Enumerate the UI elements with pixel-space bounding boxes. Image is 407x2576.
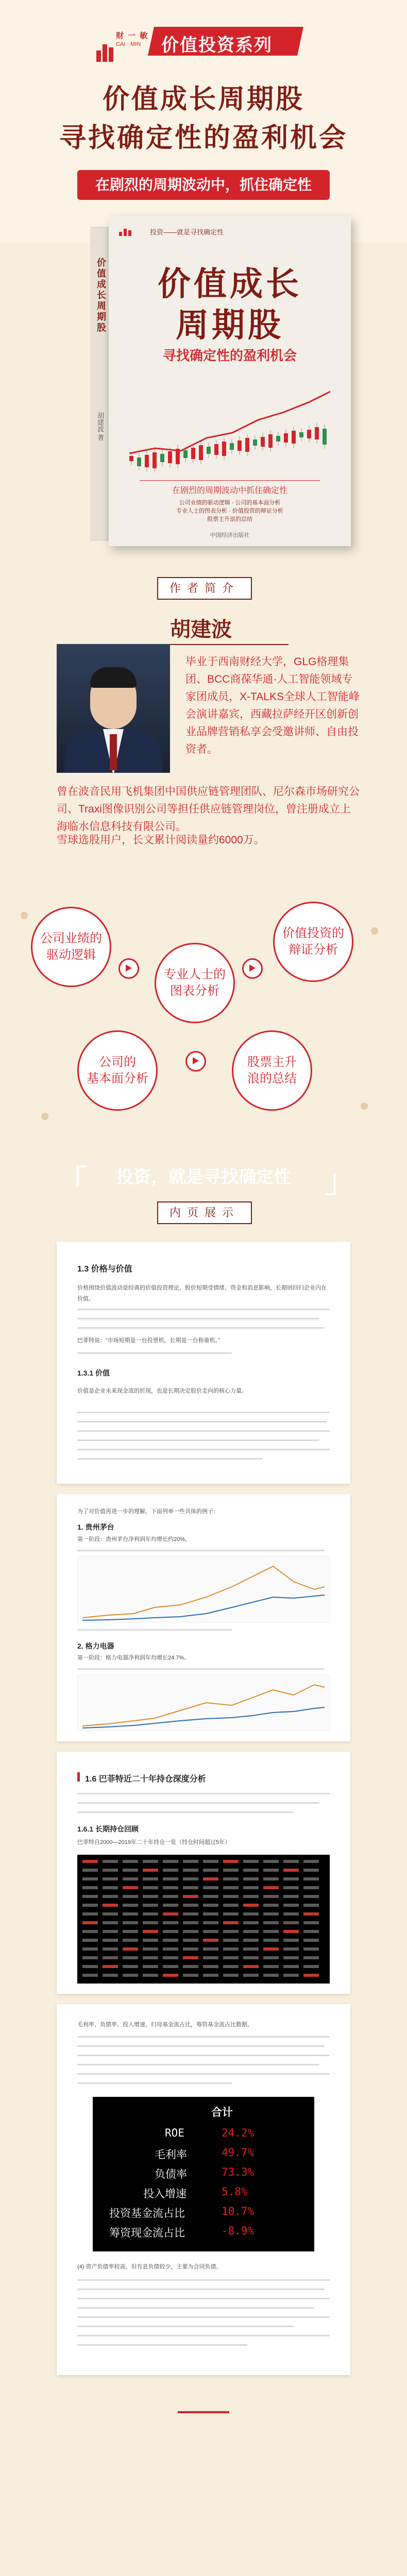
table-cell-mark <box>82 1930 98 1933</box>
table-cell-mark <box>123 1974 138 1977</box>
table-cell-mark <box>163 1930 178 1933</box>
cover-list-item: 股票主升浪的总结 <box>207 516 252 522</box>
page1-paragraph-2: 价值是企业未来现金流的折现，也是长期决定股价走向的核心力量。 <box>77 1388 247 1394</box>
cover-subtitle: 寻找确定性的盈利机会 <box>162 348 297 363</box>
candle <box>152 452 157 468</box>
table-cell-mark <box>243 1947 259 1951</box>
series-sub: 财 一 敏 <box>116 31 149 40</box>
table-cell-mark <box>203 1877 218 1880</box>
page3-caption: 巴菲特自2000—2019年二十年持仓一览（持仓时间超过5年） <box>77 1839 231 1845</box>
table-cell-mark <box>303 1921 319 1924</box>
candle <box>299 432 303 437</box>
table-cell-mark <box>123 1965 138 1968</box>
candle <box>307 430 311 438</box>
table-cell-mark <box>303 1912 319 1916</box>
table-cell-mark <box>103 1947 118 1951</box>
page1-paragraph: 价格围绕价值波动是经典的价值投资理论，股价短期受情绪、资金和消息影响，长期则回归企业内在价值。 <box>77 1285 327 1302</box>
table-cell-mark <box>223 1877 239 1880</box>
table-cell-mark <box>243 1860 259 1863</box>
table-cell-mark <box>143 1895 158 1898</box>
arrow-right-icon <box>242 958 263 979</box>
page1-heading: 1.3 价格与价值 <box>77 1265 132 1274</box>
book-area <box>0 216 407 577</box>
table-cell-mark <box>163 1895 178 1898</box>
inner-page-3 <box>57 1752 350 1994</box>
table-cell-mark <box>283 1965 299 1968</box>
table-cell-mark <box>123 1947 138 1951</box>
table-cell-mark <box>243 1904 259 1907</box>
table-cell-mark <box>223 1912 239 1916</box>
table-cell-mark <box>163 1939 178 1942</box>
table-cell-mark <box>163 1965 178 1968</box>
table-cell-mark <box>123 1904 138 1907</box>
table-cell-mark <box>223 1860 239 1863</box>
page3-subheading: 1.6.1 长期持仓回顾 <box>77 1825 139 1833</box>
metrics-table: 合计 ROE 24.2% 毛利率 49.7% 负债率 73.3% 投入增速 5.8% 投资基金流占比 10.7% 筹资现金流占比 -8.9% <box>93 2097 314 2251</box>
book-cover <box>109 216 351 546</box>
cover-list-item: 公司业绩的驱动逻辑 · 公司的基本面分析 <box>179 500 281 506</box>
page1-quote: 巴菲特说：“市场短期是一台投票机，长期是一台称重机。” <box>77 1337 220 1344</box>
candle <box>253 439 257 446</box>
table-cell-mark <box>103 1869 118 1872</box>
table-cell-mark <box>283 1904 299 1907</box>
table-cell-mark <box>203 1886 218 1889</box>
cover-tag: 投资——就是寻找确定性 <box>150 228 224 236</box>
table-cell-mark <box>103 1956 118 1959</box>
table-cell-mark <box>82 1912 98 1916</box>
table-cell-mark <box>163 1869 178 1872</box>
table-cell-mark <box>143 1965 158 1968</box>
line-chart-illustration-2 <box>77 1674 330 1731</box>
footer-background <box>0 2391 407 2576</box>
candle <box>268 434 273 448</box>
table-cell-mark <box>103 1974 118 1977</box>
bubble-driving-logic: 公司业绩的 驱动逻辑 <box>31 907 111 987</box>
table-cell-mark <box>303 1974 319 1977</box>
candlestick-illustration <box>124 371 335 474</box>
cover-title-line1: 价值成长 <box>158 265 302 302</box>
table-cell-mark <box>263 1947 279 1951</box>
table-cell-mark <box>123 1860 138 1863</box>
table-cell-mark <box>163 1886 178 1889</box>
table-cell-mark <box>283 1886 299 1889</box>
book-3d <box>90 216 358 546</box>
table-cell-mark <box>183 1939 198 1942</box>
author-section <box>0 577 407 896</box>
page2-heading-2: 2. 格力电器 <box>77 1642 114 1650</box>
table-cell-mark <box>243 1921 259 1924</box>
bubble-fundamentals: 公司的 基本面分析 <box>77 1030 158 1111</box>
table-cell-mark <box>183 1947 198 1951</box>
table-cell-mark <box>82 1956 98 1959</box>
candle <box>168 451 172 463</box>
author-bio-2: 曾在波音民用飞机集团中国供应链管理团队、尼尔森市场研究公司、Traxi图像识别公司等担任供应链管理岗位，曾注册成立上海临水信息科技有限公司。 <box>57 786 360 833</box>
table-cell-mark <box>163 1860 178 1863</box>
table-cell-mark <box>103 1886 118 1889</box>
table-cell-mark <box>203 1956 218 1959</box>
cover-title-line2: 周期股 <box>176 307 284 344</box>
cover-list <box>140 499 320 523</box>
author-tag: 作者简介 <box>157 577 252 600</box>
table-cell-mark <box>163 1877 178 1880</box>
table-cell-mark <box>143 1956 158 1959</box>
table-cell-mark <box>103 1860 118 1863</box>
main-title-line2: 寻找确定性的盈利机会 <box>59 123 348 153</box>
table-cell-mark <box>183 1904 198 1907</box>
candle <box>145 455 149 467</box>
table-cell-mark <box>103 1877 118 1880</box>
table-cell-mark <box>82 1947 98 1951</box>
bubble-chart-analysis: 专业人士的 图表分析 <box>155 943 235 1023</box>
bubble-dialectical-analysis: 价值投资的 辩证分析 <box>273 902 353 982</box>
cover-list-item: 专业人士的图表分析 · 价值投资的辩证分析 <box>176 508 283 514</box>
table-cell-mark <box>223 1939 239 1942</box>
table-cell-mark <box>243 1877 259 1880</box>
line-chart-illustration <box>77 1556 330 1623</box>
page2-para-1: 第一阶段：贵州茅台净利润年均增长约20%。 <box>77 1536 191 1543</box>
table-cell-mark <box>203 1912 218 1916</box>
candle <box>207 447 211 454</box>
table-cell-mark <box>123 1921 138 1924</box>
table-cell-mark <box>283 1939 299 1942</box>
table-cell-mark <box>123 1912 138 1916</box>
table-cell-mark <box>303 1904 319 1907</box>
table-cell-mark <box>283 1912 299 1916</box>
table-cell-mark <box>243 1895 259 1898</box>
table-cell-mark <box>263 1869 279 1872</box>
candle <box>284 433 288 443</box>
table-cell-mark <box>203 1939 218 1942</box>
cover-caption: 在剧烈的周期波动中抓住确定性 <box>140 480 320 496</box>
table-cell-mark <box>143 1912 158 1916</box>
candle <box>137 457 141 466</box>
table-cell-mark <box>183 1869 198 1872</box>
table-cell-mark <box>303 1930 319 1933</box>
candle <box>183 450 188 458</box>
inner-page-4 <box>57 2004 350 2375</box>
table-cell-mark <box>103 1895 118 1898</box>
table-cell-mark <box>82 1860 98 1863</box>
table-cell-mark <box>283 1869 299 1872</box>
table-cell-mark <box>143 1886 158 1889</box>
table-cell-mark <box>123 1886 138 1889</box>
table-cell-mark <box>303 1869 319 1872</box>
table-cell-mark <box>263 1877 279 1880</box>
page4-para: (4) 资产负债率较高，但有息负债较少，主要为合同负债。 <box>77 2264 222 2270</box>
candle <box>160 454 164 462</box>
table-cell-mark <box>223 1886 239 1889</box>
table-cell-mark <box>203 1860 218 1863</box>
table-cell-mark <box>183 1895 198 1898</box>
table-cell-mark <box>82 1921 98 1924</box>
table-cell-mark <box>203 1869 218 1872</box>
table-cell-mark <box>143 1974 158 1977</box>
table-cell-mark <box>263 1904 279 1907</box>
table-cell-mark <box>303 1965 319 1968</box>
quote-banner: 投资，就是寻找确定性 <box>116 1167 291 1187</box>
table-cell-mark <box>143 1921 158 1924</box>
table-cell-mark <box>103 1912 118 1916</box>
table-cell-mark <box>123 1869 138 1872</box>
table-cell-mark <box>263 1939 279 1942</box>
table-cell-mark <box>223 1895 239 1898</box>
footer-divider <box>178 2411 229 2413</box>
table-cell-mark <box>103 1965 118 1968</box>
table-cell-mark <box>143 1947 158 1951</box>
table-cell-mark <box>283 1956 299 1959</box>
table-cell-mark <box>183 1921 198 1924</box>
candle <box>191 448 195 459</box>
table-cell-mark <box>263 1912 279 1916</box>
table-cell-mark <box>283 1930 299 1933</box>
table-cell-mark <box>223 1869 239 1872</box>
candle <box>238 440 242 451</box>
table-cell-mark <box>263 1956 279 1959</box>
table-cell-mark <box>283 1974 299 1977</box>
candle <box>199 445 203 460</box>
spine-author: 胡建波 著 <box>96 412 104 441</box>
table-cell-mark <box>223 1904 239 1907</box>
table-cell-mark <box>243 1912 259 1916</box>
table-cell-mark <box>263 1860 279 1863</box>
candle <box>292 431 296 444</box>
table-cell-mark <box>163 1947 178 1951</box>
publisher: 中国经济出版社 <box>210 532 250 538</box>
table-cell-mark <box>82 1965 98 1968</box>
spine-title: 价值成长周期股 <box>96 258 106 333</box>
table-cell-mark <box>183 1912 198 1916</box>
table-cell-mark <box>82 1886 98 1889</box>
table-cell-mark <box>123 1895 138 1898</box>
metrics-table-header: 合计 <box>211 2106 233 2119</box>
table-cell-mark <box>223 1965 239 1968</box>
table-cell-mark <box>163 1956 178 1959</box>
table-cell-mark <box>183 1877 198 1880</box>
page2-heading-1: 1. 贵州茅台 <box>77 1523 114 1531</box>
author-bio-1: 毕业于西南财经大学，GLG格理集团、BCC商葆华通·人工智能领域专家团成员，X-TALKS全球人工智能峰会演讲嘉宾，西藏拉萨经开区创新创业品牌营销私享会受邀讲师、自由投资者。 <box>185 656 360 755</box>
series-label: 价值投资系列 <box>161 36 273 55</box>
table-cell-mark <box>263 1974 279 1977</box>
table-cell-mark <box>123 1939 138 1942</box>
table-cell-mark <box>243 1886 259 1889</box>
table-cell-mark <box>143 1877 158 1880</box>
quote-open-icon: 「 <box>57 1164 88 1199</box>
bubble-main-wave: 股票主升 浪的总结 <box>232 1030 312 1111</box>
candle <box>129 456 133 461</box>
table-cell-mark <box>303 1947 319 1951</box>
table-cell-mark <box>223 1956 239 1959</box>
author-divider <box>170 644 289 645</box>
candle <box>214 444 218 455</box>
table-cell-mark <box>263 1965 279 1968</box>
series-sub2: CAI · MIN <box>116 41 141 47</box>
table-cell-mark <box>303 1895 319 1898</box>
quote-close-icon: 」 <box>325 1164 355 1199</box>
table-cell-mark <box>143 1860 158 1863</box>
table-cell-mark <box>123 1956 138 1959</box>
table-cell-mark <box>243 1965 259 1968</box>
inner-page-1 <box>57 1242 350 1484</box>
table-cell-mark <box>283 1921 299 1924</box>
table-cell-mark <box>82 1877 98 1880</box>
table-cell-mark <box>163 1921 178 1924</box>
table-cell-mark <box>283 1877 299 1880</box>
table-cell-mark <box>243 1939 259 1942</box>
table-cell-mark <box>183 1886 198 1889</box>
candle <box>230 443 234 450</box>
table-cell-mark <box>82 1939 98 1942</box>
table-cell-mark <box>163 1904 178 1907</box>
inner-pages-header <box>0 1144 407 1231</box>
table-cell-mark <box>263 1895 279 1898</box>
table-cell-mark <box>223 1947 239 1951</box>
table-cell-mark <box>183 1930 198 1933</box>
candle <box>276 436 280 442</box>
table-cell-mark <box>223 1974 239 1977</box>
table-cell-mark <box>203 1974 218 1977</box>
header <box>0 0 407 242</box>
candle <box>245 438 249 452</box>
holdings-table-image <box>77 1855 330 1984</box>
table-cell-mark <box>243 1956 259 1959</box>
arrow-right-icon <box>185 1051 206 1072</box>
table-cell-mark <box>103 1930 118 1933</box>
table-cell-mark <box>183 1974 198 1977</box>
table-cell-mark <box>163 1912 178 1916</box>
table-cell-mark <box>82 1869 98 1872</box>
table-cell-mark <box>163 1974 178 1977</box>
inner-pages-tag: 内页展示 <box>157 1201 252 1224</box>
main-title-line1: 价值成长周期股 <box>102 84 304 114</box>
slogan-banner: 在剧烈的周期波动中，抓住确定性 <box>77 170 330 200</box>
table-cell-mark <box>143 1904 158 1907</box>
table-cell-mark <box>123 1877 138 1880</box>
table-cell-mark <box>103 1921 118 1924</box>
table-cell-mark <box>283 1895 299 1898</box>
table-cell-mark <box>263 1930 279 1933</box>
page2-intro: 为了对价值再进一步的理解，下面列举一些具体的例子： <box>77 1509 219 1515</box>
inner-page-2 <box>57 1494 350 1741</box>
table-cell-mark <box>143 1930 158 1933</box>
candle <box>261 437 265 447</box>
table-cell-mark <box>203 1904 218 1907</box>
table-cell-mark <box>283 1860 299 1863</box>
table-cell-mark <box>123 1930 138 1933</box>
table-cell-mark <box>243 1869 259 1872</box>
candle <box>315 427 319 439</box>
table-cell-mark <box>263 1886 279 1889</box>
table-cell-mark <box>303 1956 319 1959</box>
features-bubbles <box>0 896 407 1139</box>
table-cell-mark <box>103 1939 118 1942</box>
book-spine <box>90 227 109 541</box>
page2-para-2: 第一阶段：格力电器净利润年均增长24.7%。 <box>77 1655 190 1661</box>
table-cell-mark <box>223 1921 239 1924</box>
page1-subheading: 1.3.1 价值 <box>77 1369 110 1377</box>
table-cell-mark <box>243 1930 259 1933</box>
table-cell-mark <box>143 1939 158 1942</box>
table-cell-mark <box>183 1860 198 1863</box>
table-cell-mark <box>203 1930 218 1933</box>
table-cell-mark <box>203 1895 218 1898</box>
page4-intro: 毛利率、负债率、投入增速、归母基金流占比，筹资基金流占比数据。 <box>77 2022 253 2028</box>
candle <box>323 429 327 445</box>
author-bio-3: 雪球选股用户，长文累计阅读量约6000万。 <box>57 834 265 846</box>
table-cell-mark <box>82 1974 98 1977</box>
candle <box>222 442 226 456</box>
table-cell-mark <box>263 1921 279 1924</box>
author-name: 胡建波 <box>170 618 232 641</box>
table-cell-mark <box>203 1947 218 1951</box>
cover-logo-icon <box>119 227 139 236</box>
table-cell-mark <box>243 1974 259 1977</box>
table-cell-mark <box>203 1921 218 1924</box>
author-photo <box>57 644 170 773</box>
table-cell-mark <box>183 1965 198 1968</box>
table-cell-mark <box>82 1895 98 1898</box>
arrow-right-icon <box>118 958 139 979</box>
table-cell-mark <box>303 1860 319 1863</box>
table-cell-mark <box>303 1886 319 1889</box>
table-cell-mark <box>143 1869 158 1872</box>
table-cell-mark <box>283 1947 299 1951</box>
table-cell-mark <box>103 1904 118 1907</box>
table-cell-mark <box>303 1877 319 1880</box>
table-cell-mark <box>203 1965 218 1968</box>
table-cell-mark <box>223 1930 239 1933</box>
table-cell-mark <box>183 1956 198 1959</box>
page3-heading: 1.6 巴菲特近二十年持仓深度分析 <box>85 1775 206 1784</box>
table-cell-mark <box>82 1904 98 1907</box>
series-badge <box>95 21 312 67</box>
table-cell-mark <box>303 1939 319 1942</box>
